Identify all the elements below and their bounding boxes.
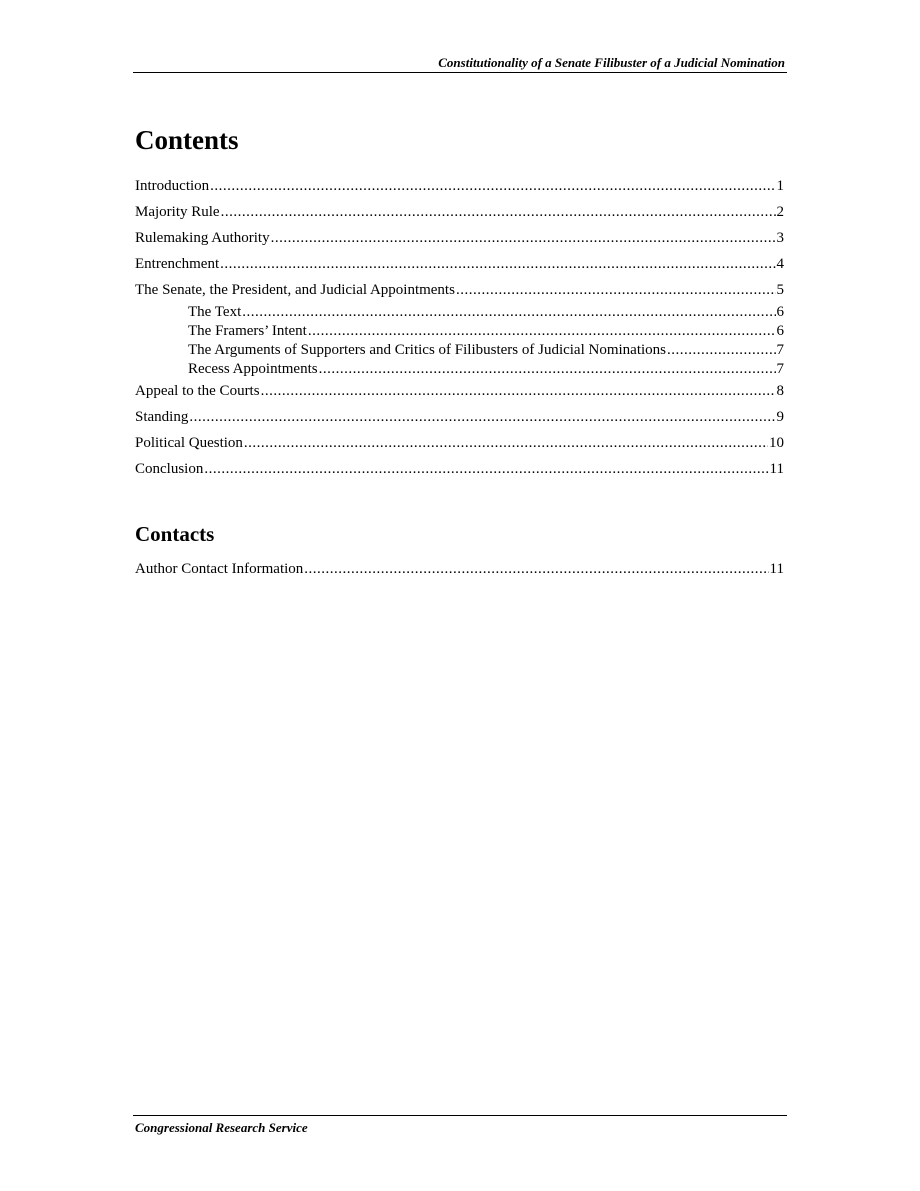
dot-leader [319,360,776,378]
toc-entry-label: The Arguments of Supporters and Critics of Filibusters of Judicial Nominations [188,342,667,358]
toc-entry-label: The Text [188,304,242,320]
toc-entry-page-number: 7 [776,361,784,377]
toc-entry-label: Majority Rule [135,204,220,220]
contents-heading: Contents [135,125,239,155]
dot-leader [456,281,776,299]
toc-subentry-arguments-supporters-critics[interactable] [188,341,784,359]
toc-entry-senate-president-judicial-appointments[interactable] [135,281,784,299]
toc-entry-appeal-to-the-courts[interactable] [135,382,784,400]
toc-entry-label: Appeal to the Courts [135,383,260,399]
toc-subentry-framers-intent[interactable] [188,322,784,340]
toc-entry-label: Conclusion [135,461,204,477]
dot-leader [308,322,776,340]
toc-entry-rulemaking-authority[interactable] [135,229,784,247]
footer-organization: Congressional Research Service [135,1120,308,1135]
toc-entry-page-number: 10 [769,435,784,451]
toc-entry-majority-rule[interactable] [135,203,784,221]
dot-leader [189,408,775,426]
toc-entry-page-number: 2 [776,204,784,220]
toc-entry-page-number: 9 [776,409,784,425]
toc-entry-page-number: 5 [776,282,784,298]
dot-leader [210,177,775,195]
dot-leader [242,303,775,321]
dot-leader [261,382,776,400]
toc-entry-entrenchment[interactable] [135,255,784,273]
contacts-heading: Contacts [135,522,215,546]
toc-entry-label: Entrenchment [135,256,220,272]
toc-entry-page-number: 11 [769,561,784,577]
header-rule [133,72,787,73]
toc-entry-label: Political Question [135,435,243,451]
toc-entry-label: The Senate, the President, and Judicial Appointments [135,282,455,298]
dot-leader [304,560,768,578]
dot-leader [220,255,775,273]
toc-entry-political-question[interactable] [135,434,784,452]
dot-leader [271,229,776,247]
dot-leader [244,434,768,452]
toc-entry-page-number: 4 [776,256,784,272]
toc-entry-page-number: 1 [776,178,784,194]
toc-entry-conclusion[interactable] [135,460,784,478]
dot-leader [204,460,768,478]
dot-leader [221,203,776,221]
footer-rule [133,1115,787,1116]
toc-entry-page-number: 8 [776,383,784,399]
toc-entry-page-number: 6 [776,323,784,339]
toc-entry-label: Recess Appointments [188,361,318,377]
toc-entry-page-number: 7 [776,342,784,358]
toc-entry-author-contact-information[interactable] [135,560,784,578]
toc-entry-introduction[interactable] [135,177,784,195]
toc-entry-page-number: 11 [769,461,784,477]
toc-entry-label: Introduction [135,178,210,194]
running-header-title: Constitutionality of a Senate Filibuster of a Judicial Nomination [438,55,785,70]
toc-entry-label: Standing [135,409,189,425]
toc-entry-label: The Framers’ Intent [188,323,307,339]
toc-entry-page-number: 3 [776,230,784,246]
dot-leader [667,341,775,359]
toc-entry-label: Rulemaking Authority [135,230,270,246]
toc-entry-page-number: 6 [776,304,784,320]
toc-subentry-recess-appointments[interactable] [188,360,784,378]
toc-subentry-the-text[interactable] [188,303,784,321]
toc-entry-standing[interactable] [135,408,784,426]
toc-entry-label: Author Contact Information [135,561,304,577]
